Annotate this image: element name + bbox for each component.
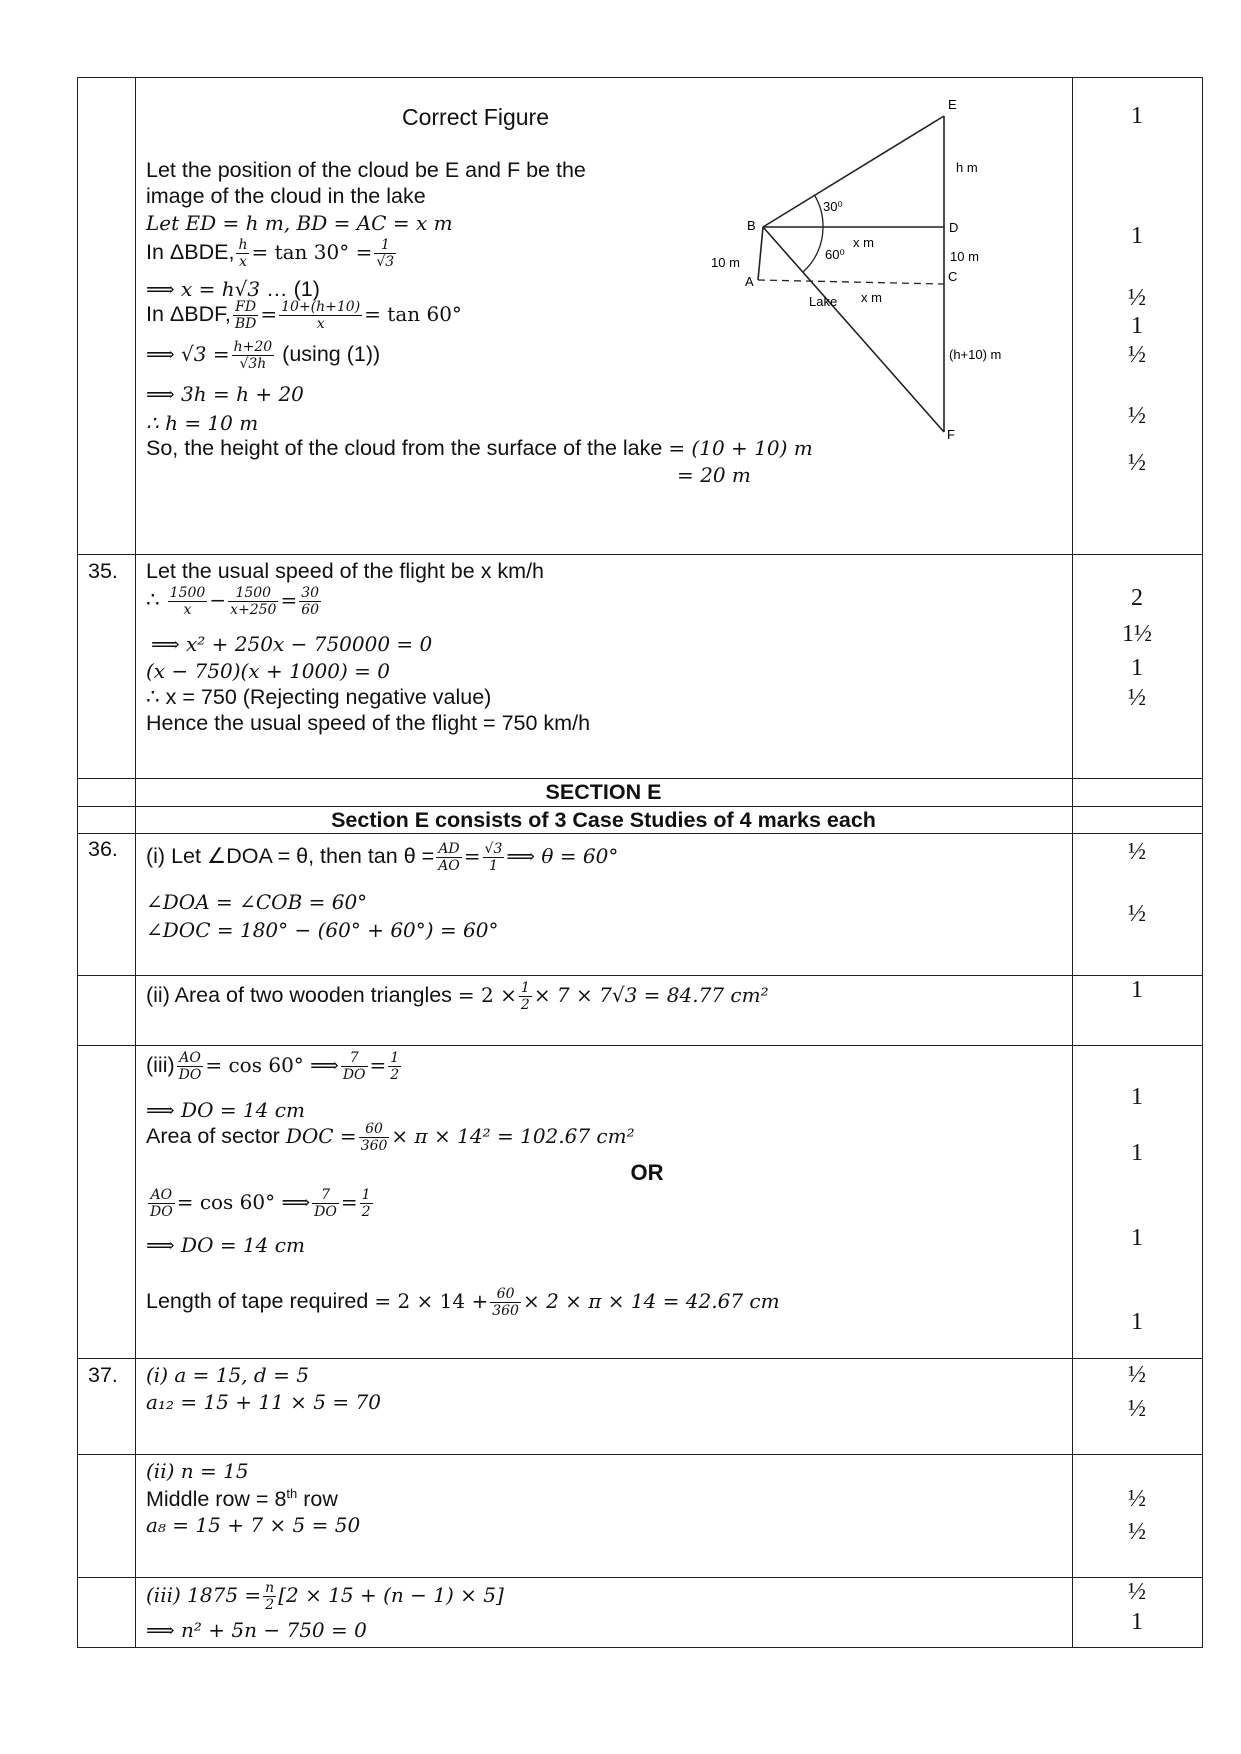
table-border-right bbox=[1202, 77, 1203, 1648]
text-line: a₁₂ = 15 + 11 × 5 = 70 bbox=[146, 1390, 381, 1414]
marks-value: ½ bbox=[1128, 685, 1146, 711]
text-line: ⟹ DO = 14 cm bbox=[146, 1098, 305, 1122]
fraction: $\frac{AD}{AO}$ bbox=[438, 841, 460, 874]
math-line bbox=[146, 1187, 375, 1220]
fraction: $\frac{1}{√3}$ bbox=[376, 237, 395, 270]
text: × 7 × 7√3 = 84.77 cm² bbox=[533, 983, 769, 1008]
marks-value: ½ bbox=[1128, 839, 1146, 865]
marks-value: ½ bbox=[1128, 285, 1146, 311]
marks-value: 1 bbox=[1131, 1609, 1143, 1635]
lake-surface-line bbox=[758, 280, 944, 284]
math-line bbox=[146, 1121, 635, 1154]
fraction: $\frac{30}{60}$ bbox=[301, 585, 320, 618]
text: = (10 + 10) m bbox=[668, 436, 813, 460]
text: (ii) Area of two wooden triangles bbox=[146, 983, 452, 1008]
text: ⟹ θ = 60° bbox=[506, 844, 619, 869]
text: Area of sector bbox=[146, 1124, 280, 1149]
math-line bbox=[146, 339, 380, 372]
text-line: Hence the usual speed of the flight = 750 km/h bbox=[146, 711, 591, 735]
question-number: 37. bbox=[88, 1363, 118, 1387]
column-divider bbox=[135, 77, 136, 1648]
label-10m-right: 10 m bbox=[950, 249, 979, 264]
fraction: $\frac{10+(h+10)}{x}$ bbox=[281, 299, 361, 332]
fraction: $\frac{√3}{1}$ bbox=[484, 841, 503, 874]
text: = 2 × 14 + bbox=[374, 1289, 489, 1314]
fraction: $\frac{60}{360}$ bbox=[492, 1286, 519, 1319]
fraction: $\frac{AO}{DO}$ bbox=[178, 1050, 202, 1083]
text: = 2 × bbox=[457, 983, 517, 1008]
section-subtitle: Section E consists of 3 Case Studies of 4 marks each bbox=[331, 808, 876, 832]
superscript: th bbox=[286, 1486, 298, 1501]
text: ∴ bbox=[146, 588, 160, 613]
text-line: ⟹ DO = 14 cm bbox=[146, 1233, 305, 1257]
fraction: $\frac{h}{x}$ bbox=[238, 237, 248, 270]
fraction: $\frac{1}{2}$ bbox=[390, 1050, 400, 1083]
text-line: a₈ = 15 + 7 × 5 = 50 bbox=[146, 1513, 361, 1537]
text: = cos 60° ⟹ bbox=[205, 1053, 339, 1078]
label-h-m: h m bbox=[956, 160, 978, 175]
text: (iii) 1875 = bbox=[146, 1583, 262, 1608]
row-divider bbox=[77, 554, 1203, 555]
text-line: ⟹ n² + 5n − 750 = 0 bbox=[146, 1618, 367, 1642]
label-e: E bbox=[948, 97, 957, 112]
marks-value: ½ bbox=[1128, 403, 1146, 429]
text-line: ∠DOA = ∠COB = 60° bbox=[146, 890, 368, 914]
math-line bbox=[146, 1050, 403, 1083]
label-b: B bbox=[747, 218, 756, 233]
label-x-m-top: x m bbox=[853, 235, 874, 250]
fraction: $\frac{AO}{DO}$ bbox=[150, 1187, 173, 1220]
angle-arc-60 bbox=[803, 227, 823, 272]
math-line bbox=[146, 980, 769, 1013]
marks-value: 1 bbox=[1131, 1309, 1143, 1335]
row-divider bbox=[77, 1045, 1203, 1046]
marks-value: 1 bbox=[1131, 1140, 1143, 1166]
fraction: $\frac{1500}{x}$ bbox=[169, 585, 206, 618]
marking-scheme-table bbox=[77, 77, 1203, 1648]
text: Length of tape required bbox=[146, 1289, 369, 1314]
text: = tan 30° = bbox=[251, 240, 373, 265]
text: … (1) bbox=[266, 277, 320, 301]
text: = bbox=[340, 1190, 358, 1215]
text-line: ∴ h = 10 m bbox=[146, 411, 259, 435]
marks-value: 2 bbox=[1131, 585, 1143, 611]
line-b-e bbox=[763, 116, 944, 227]
fraction: $\frac{7}{DO}$ bbox=[342, 1050, 366, 1083]
text: = tan 60° bbox=[364, 302, 462, 327]
text: (iii) bbox=[146, 1053, 175, 1078]
line-a-b bbox=[758, 227, 763, 280]
text-line: = 20 m bbox=[677, 463, 751, 487]
marks-value: 1 bbox=[1131, 1084, 1143, 1110]
label-d: D bbox=[949, 220, 959, 235]
text: In ΔBDF, bbox=[146, 302, 231, 327]
text: × π × 14² = 102.67 cm² bbox=[391, 1124, 635, 1149]
text: Middle row = 8 bbox=[146, 1487, 287, 1512]
text: = cos 60° ⟹ bbox=[176, 1190, 311, 1215]
question-number: 36. bbox=[88, 837, 118, 861]
table-border-bottom bbox=[77, 1647, 1203, 1648]
marks-value: 1 bbox=[1131, 223, 1143, 249]
figure-caption: Correct Figure bbox=[402, 104, 549, 130]
text-line: ∴ x = 750 (Rejecting negative value) bbox=[146, 685, 492, 709]
marks-value: ½ bbox=[1128, 1579, 1146, 1605]
math-line bbox=[146, 436, 813, 461]
angle-arc-30 bbox=[815, 196, 823, 227]
label-angle-30: 30⁰ bbox=[823, 199, 843, 214]
math-line bbox=[146, 1486, 338, 1512]
fraction: $\frac{60}{360}$ bbox=[360, 1121, 388, 1154]
line-b-f bbox=[763, 227, 944, 432]
text: = bbox=[369, 1053, 387, 1078]
row-divider bbox=[77, 975, 1203, 976]
question-number: 35. bbox=[88, 559, 118, 583]
fraction: $\frac{7}{DO}$ bbox=[314, 1187, 337, 1220]
text-line: ⟹ 3h = h + 20 bbox=[146, 382, 304, 406]
text: So, the height of the cloud from the surface of the lake bbox=[146, 436, 663, 460]
text-line: ⟹ x² + 250x − 750000 = 0 bbox=[151, 632, 433, 656]
text: row bbox=[297, 1487, 338, 1512]
math-line: In ΔBDF, $\frac{FD}{BD}$ = $\frac{10+(h+10)}{x}$ = tan 60° bbox=[146, 299, 462, 332]
text: (i) Let ∠DOA = θ, then tan θ = bbox=[146, 844, 435, 869]
marks-value: 1 bbox=[1131, 977, 1143, 1003]
math-line: (i) Let ∠DOA = θ, then tan θ = $\frac{AD}{AO}$ = $\frac{√3}{1}$ ⟹ θ = 60° bbox=[146, 841, 619, 874]
math-line bbox=[146, 237, 398, 270]
marks-value: 1 bbox=[1131, 103, 1143, 129]
marks-value: 1 bbox=[1131, 1225, 1143, 1251]
math-line bbox=[146, 1580, 504, 1613]
fraction: $\frac{1}{2}$ bbox=[361, 1187, 371, 1220]
label-x-m-bottom: x m bbox=[861, 290, 882, 305]
text-line: ∠DOC = 180° − (60° + 60°) = 60° bbox=[146, 918, 499, 942]
marks-value: ½ bbox=[1128, 1486, 1146, 1512]
label-angle-60: 60⁰ bbox=[825, 247, 845, 262]
text: (using (1)) bbox=[282, 342, 381, 367]
row-divider bbox=[77, 1577, 1203, 1578]
row-divider bbox=[77, 833, 1203, 834]
text: × 2 × π × 14 = 42.67 cm bbox=[522, 1289, 780, 1314]
text: DOC = bbox=[285, 1124, 357, 1149]
marks-value: ½ bbox=[1128, 1519, 1146, 1545]
label-lake: Lake bbox=[809, 294, 838, 309]
marks-value: ½ bbox=[1128, 342, 1146, 368]
or-separator: OR bbox=[630, 1160, 664, 1185]
label-10m-left: 10 m bbox=[711, 255, 740, 270]
label-c: C bbox=[948, 269, 958, 284]
marks-value: 1½ bbox=[1122, 621, 1152, 647]
fraction: $\frac{1500}{x+250}$ bbox=[230, 585, 277, 618]
label-a: A bbox=[745, 274, 754, 289]
text-line: (ii) n = 15 bbox=[146, 1459, 249, 1483]
text-line: (x − 750)(x + 1000) = 0 bbox=[146, 659, 390, 683]
table-border-left bbox=[77, 77, 78, 1648]
table-border-top bbox=[77, 77, 1203, 78]
fraction: $\frac{FD}{BD}$ bbox=[234, 299, 257, 332]
text: In ΔBDE, bbox=[146, 240, 235, 265]
fraction: $\frac{h+20}{√3h}$ bbox=[233, 339, 273, 372]
label-f: F bbox=[947, 427, 955, 442]
text: [2 × 15 + (n − 1) × 5] bbox=[278, 1583, 504, 1608]
label-h-plus-10: (h+10) m bbox=[949, 347, 1002, 362]
marks-value: ½ bbox=[1128, 1362, 1146, 1388]
text: ⟹ √3 = bbox=[146, 342, 230, 367]
marks-value: ½ bbox=[1128, 901, 1146, 927]
marks-value: ½ bbox=[1128, 1396, 1146, 1422]
math-line bbox=[146, 1286, 780, 1319]
row-divider bbox=[77, 1358, 1203, 1359]
fraction: $\frac{n}{2}$ bbox=[265, 1580, 275, 1613]
fraction: $\frac{1}{2}$ bbox=[520, 980, 530, 1013]
text-line: (i) a = 15, d = 5 bbox=[146, 1363, 309, 1387]
text-line: Let the usual speed of the flight be x km/h bbox=[146, 559, 545, 583]
marks-value: 1 bbox=[1131, 313, 1143, 339]
text-line: Let ED = h m, BD = AC = x m bbox=[146, 211, 453, 235]
text-line: Let the position of the cloud be E and F be the bbox=[146, 158, 586, 182]
section-title: SECTION E bbox=[545, 780, 662, 804]
marks-value: ½ bbox=[1128, 450, 1146, 476]
math-line: ∴ $\frac{1500}{x}$ − $\frac{1500}{x+250}$ = $\frac{30}{60}$ bbox=[146, 585, 320, 618]
text-line: image of the cloud in the lake bbox=[146, 184, 426, 208]
marks-value: 1 bbox=[1131, 655, 1143, 681]
text: ⟹ x = h√3 bbox=[146, 277, 261, 301]
row-divider bbox=[77, 1454, 1203, 1455]
